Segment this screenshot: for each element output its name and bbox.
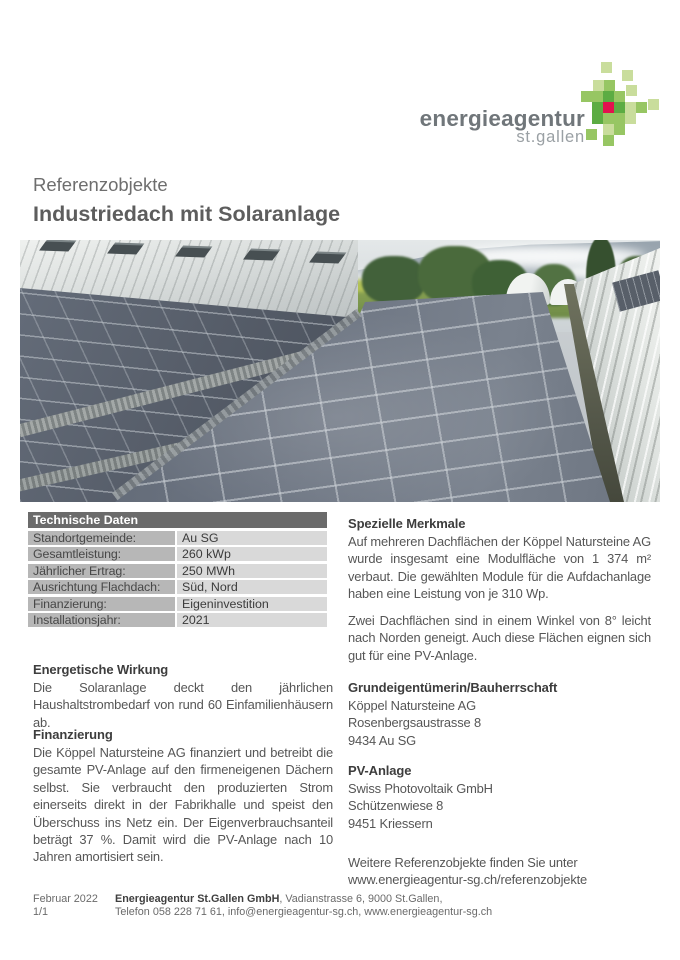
footer-page-number: 1/1 <box>33 906 49 918</box>
table-row-label: Jährlicher Ertrag: <box>28 564 175 578</box>
owner-address: Köppel Natursteine AG Rosenbergsaustrasse 8 9434 Au SG <box>348 698 481 748</box>
table-row-value: 2021 <box>177 613 327 627</box>
mosaic-square <box>648 99 659 110</box>
more-references-link[interactable]: Weitere Referenzobjekte finden Sie unter www.energieagentur-sg.ch/referenzobjekte <box>348 855 588 888</box>
mosaic-square <box>626 85 637 96</box>
table-row <box>28 597 327 611</box>
table-row-label: Ausrichtung Flachdach: <box>28 580 175 594</box>
table-row-label: Gesamtleistung: <box>28 547 175 561</box>
mosaic-square <box>614 102 625 113</box>
table-row-value: Süd, Nord <box>177 580 327 594</box>
mosaic-square <box>603 124 614 135</box>
technical-data-table <box>28 512 327 627</box>
page-title: Industriedach mit Solaranlage <box>33 202 341 226</box>
table-row-value: Au SG <box>177 531 327 545</box>
mosaic-square <box>614 124 625 135</box>
table-header: Technische Daten <box>28 512 327 528</box>
logo-brand-text: energieagentur <box>419 106 585 131</box>
footer-company-block <box>115 893 555 919</box>
rooftop-solar-photo <box>20 240 660 502</box>
section-heading-financing: Finanzierung <box>33 727 113 742</box>
mosaic-square <box>625 102 636 113</box>
footer-date: Februar 2022 <box>33 893 98 905</box>
special-paragraph-2: Zwei Dachflächen sind in einem Winkel von 8° leicht nach Norden geneigt. Auch diese Flächen eignen sich gut für eine PV-Anlage. <box>348 613 651 663</box>
mosaic-square <box>625 113 636 124</box>
mosaic-square <box>586 129 597 140</box>
logo-sub-text: st.gallen <box>516 128 585 146</box>
section-heading-owner: Grundeigentümerin/Bauherrschaft <box>348 680 558 695</box>
category-label: Referenzobjekte <box>33 174 168 195</box>
mosaic-square <box>614 91 625 102</box>
table-row-value: 250 MWh <box>177 564 327 578</box>
section-heading-pv: PV-Anlage <box>348 763 412 778</box>
financing-paragraph: Die Köppel Natursteine AG finanziert und betreibt die gesamte PV-Anlage auf den firmeneigenen Dächern selbst. Sie verbraucht den produzierten Strom einerseits direkt in der Fabrikhalle und speist den Überschuss ins Netz ein. Der Eigenverbrauchsanteil beträgt 37 %. Damit wird die PV-Anlage nach 10 Jahren amortisiert sein. <box>33 745 333 865</box>
mosaic-square <box>636 102 647 113</box>
mosaic-square <box>593 80 604 91</box>
table-row <box>28 564 327 578</box>
mosaic-square <box>604 80 615 91</box>
table-row-label: Installationsjahr: <box>28 613 175 627</box>
footer-contact-line[interactable]: Telefon 058 228 71 61, info@energieagentur-sg.ch, www.energieagentur-sg.ch <box>115 906 493 919</box>
technical-table-body <box>28 531 327 628</box>
mosaic-square <box>592 113 603 124</box>
table-row-value: Eigeninvestition <box>177 597 327 611</box>
mosaic-square <box>601 62 612 73</box>
table-row <box>28 531 327 545</box>
table-row-label: Finanzierung: <box>28 597 175 611</box>
pv-address: Swiss Photovoltaik GmbH Schützenwiese 8 9451 Kriessern <box>348 781 493 831</box>
mosaic-square <box>592 91 603 102</box>
logo-mosaic <box>565 55 661 148</box>
mosaic-square <box>603 91 614 102</box>
mosaic-square <box>592 102 603 113</box>
table-row <box>28 547 327 561</box>
table-row <box>28 580 327 594</box>
section-heading-energetic: Energetische Wirkung <box>33 662 169 677</box>
mosaic-square <box>603 113 614 124</box>
footer-company-name: Energieagentur St.Gallen GmbH <box>115 893 280 905</box>
special-paragraph-1: Auf mehreren Dachflächen der Köppel Natursteine AG wurde insgesamt eine Modulfläche von 1 374 m² verbaut. Die gewählten Module für die Aufdachanlage haben eine Leistung von je 310 Wp. <box>348 534 651 602</box>
mosaic-square <box>603 102 614 113</box>
mosaic-square <box>622 70 633 81</box>
mosaic-square <box>603 135 614 146</box>
tree <box>362 256 426 304</box>
mosaic-square <box>614 113 625 124</box>
mosaic-square <box>581 91 592 102</box>
energetic-paragraph: Die Solaranlage deckt den jährlichen Haushaltstrombedarf von rund 60 Einfamilienhäusern ab. <box>33 680 333 730</box>
table-row <box>28 613 327 627</box>
section-heading-special: Spezielle Merkmale <box>348 516 466 531</box>
footer-address: , Vadianstrasse 6, 9000 St.Gallen, <box>279 893 443 905</box>
table-row-value: 260 kWp <box>177 547 327 561</box>
table-row-label: Standortgemeinde: <box>28 531 175 545</box>
